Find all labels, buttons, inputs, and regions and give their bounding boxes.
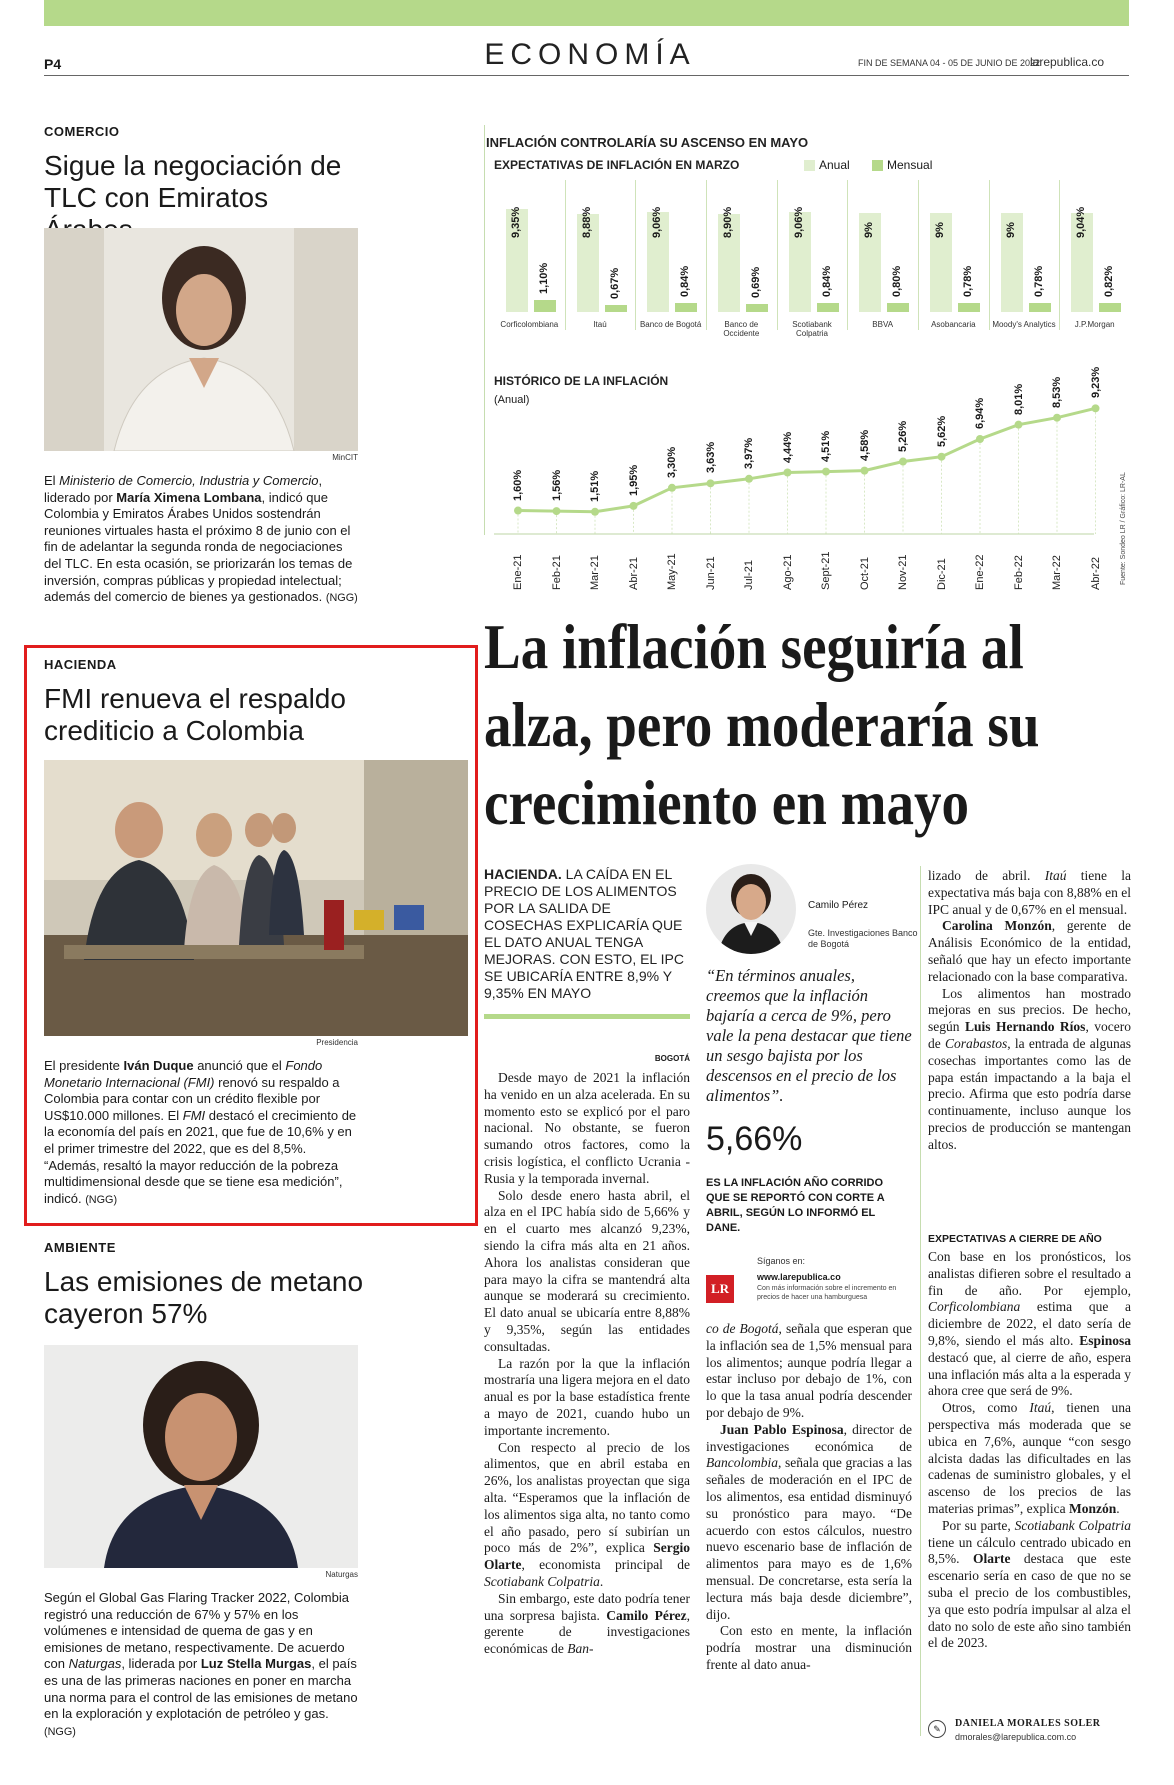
chart-source: Fuente: Sondeo LR / Gráfico: LR-AL [1120, 472, 1127, 585]
legend-swatch-anual [804, 160, 815, 171]
expectations-bar-chart [494, 180, 1130, 362]
bar-group-divider [847, 180, 848, 330]
bar-mensual [1099, 303, 1121, 312]
bar-label-mensual: 0,80% [891, 265, 904, 298]
pull-quote: “En términos anuales, creemos que la inflación bajaría a cerca de 9%, pero vale la pena destacar que tiene un sesgo bajista por los descensos en el precio de los alimentos”. [706, 966, 912, 1105]
section-subhead: EXPECTATIVAS A CIERRE DE AÑO [928, 1233, 1102, 1245]
inflation-point [822, 468, 830, 476]
value-label: 4,51% [820, 430, 832, 462]
legend-label-anual: Anual [819, 158, 850, 172]
big-number-caption: ES LA INFLACIÓN AÑO CORRIDO QUE SE REPORTÓ CON CORTE A ABRIL, SEGÚN LO INFORMÓ EL DANE. [706, 1177, 885, 1234]
value-label: 5,62% [935, 415, 948, 447]
inflation-point [938, 453, 946, 461]
bar-label-mensual: 0,84% [820, 265, 833, 297]
value-label: 4,44% [781, 431, 794, 463]
bar-group-divider [565, 180, 566, 330]
legend-swatch-mensual [872, 160, 883, 171]
line-chart-subtitle: (Anual) [494, 394, 530, 406]
bar-label-anual: 8,88% [580, 206, 593, 238]
author-byline: DANIELA MORALES SOLER [955, 1718, 1101, 1729]
x-tick-label: Ago-21 [781, 554, 794, 590]
page-number: P4 [44, 56, 62, 72]
big-number: 5,66% [706, 1120, 803, 1158]
story1-credit: MinCIT [332, 453, 358, 462]
legend-label-mensual: Mensual [887, 158, 933, 172]
column-rule [920, 866, 921, 1736]
inflation-point [630, 502, 638, 510]
section-title: ECONOMÍA [484, 38, 696, 71]
story1-body: El Ministerio de Comercio, Industria y Comercio, liderado por María Ximena Lombana, indicó que Colombia y Emiratos Árabes Unidos sostendrán reuniones virtuales hasta el próximo 8 de junio con el fin de adelantar la segunda ronda de negociaciones del TLC. En esta ocasión, se priorizarán los temas de inversión, compras públicas y propiedad intelectual; además del comercio de bienes ya gestionados. (NGG) [44, 473, 358, 605]
story2-photo [44, 760, 468, 1036]
line-chart-title: HISTÓRICO DE LA INFLACIÓN [494, 374, 669, 388]
inflation-point [668, 484, 676, 492]
x-tick-label: Feb-21 [550, 555, 563, 590]
inflation-point [707, 479, 715, 487]
story2-title[interactable]: FMI renueva el respaldo crediticio a Colombia [44, 683, 346, 746]
bank-logo-label: Banco de Occidente [723, 320, 760, 338]
chart-left-rule [484, 125, 485, 535]
value-label: 1,51% [589, 470, 601, 502]
main-col2: co de Bogotá, señala que esperan que la inflación sea de 1,5% mensual para los alimentos; aunque podría llegar a estar incluso por debajo de 1%, con lo que la tasa anual podría descender por debajo de 9%. Juan Pablo Espinosa, director de investigaciones económica de Bancolombia, señala que gracias a las señales de moderación en el IPC de los alimentos, esa entidad disminuyó su pronóstico para mayo. “De acuerdo con estos cálculos, nuestro nuevo escenario base de inflación de alimentos para mayo es de 1,6% mensual. De concretarse, esta sería la lectura más baja desde diciembre”, dijo. Con esto en mente, la inflación podría mostrar una disminución frente al dato anua- [706, 1321, 912, 1672]
bank-logo-label: J.P.Morgan [1074, 320, 1115, 329]
value-label: 6,94% [974, 397, 986, 429]
story1-photo [44, 228, 358, 451]
bank-logo-label: Scotiabank Colpatria [792, 320, 832, 338]
lr-logo[interactable]: LR [706, 1275, 734, 1303]
value-label: 9,23% [1089, 367, 1102, 399]
main-col1: Desde mayo de 2021 la inflación ha venido en un alza acelerada. En su momento esto se explicó por el paro nacional. No obstante, se fueron sumando otros factores, como la crisis logística, el conflicto Ucrania - Rusia y la temporada invernal. Solo desde enero hasta abril, el alza en el IPC había sido de 5,66% y en el cuarto mes alcanzó 9,23%, siendo la cifra más alta en 21 años. Ahora los analistas consideran que para mayo la cifra se mantendrá alta aunque se moderará su crecimiento. El dato anual se ubicaría entre 8,88% y 9,35%, según las entidades consultadas. La razón por la que la inflación mostraría una ligera mejora en el dato anual es por la base estadística frente a mayo de 2021, cuando hubo un importante incremento. Con respecto al precio de los alimentos, que en abril estaba en 26%, los analistas proyectan que siga alta. “Esperamos que la inflación de los alimentos siga alta, no tanto como el año pasado, pero sí subirían un poco más de 2%”, explica Sergio Olarte, economista principal de Scotiabank Colpatria. Sin embargo, este dato podría tener una sorpresa bajista. Camilo Pérez, gerente de investigaciones económicas de Ban- [484, 1070, 690, 1657]
value-label: 4,58% [858, 429, 871, 461]
bar-label-mensual: 0,82% [1103, 265, 1116, 297]
story3-title[interactable]: Las emisiones de metano cayeron 57% [44, 1266, 364, 1329]
story3-photo [44, 1345, 358, 1568]
main-headline[interactable]: La inflación seguiría al alza, pero moderaría su crecimiento en mayo [484, 611, 1040, 838]
bar-label-mensual: 0,84% [679, 265, 692, 297]
bar-group-divider [989, 180, 990, 330]
bar-label-mensual: 1,10% [538, 262, 550, 294]
bar-mensual [675, 303, 697, 312]
main-col3-bottom: Con base en los pronósticos, los analistas difieren sobre el resultado a fin de año. Por ejemplo, Corficolombiana estima que a diciembre de 2022, el dato sería de 9,8%, siendo el más alto. Espinosa destacó que, al cierre de año, espera una inflación más alta a la esperada y ahora cree que será de 9%. Otros, como Itaú, tienen una perspectiva más moderada que se ubica en 7,6%, aunque “con sesgo alcista dadas las dificultades en las cadenas de suministro globales, y el ascenso de los precios de las materias primas”, explica Monzón. Por su parte, Scotiabank Colpatria tiene un cálculo centrado ubicado en 8,5%. Olarte destaca que este escenario sería en caso de que no se suba el precio de los combustibles, ya que esto podría impulsar al alza el dato no solo de este año sino también el de 2023. [928, 1249, 1131, 1651]
bar-group-divider [1059, 180, 1060, 330]
bar-mensual [958, 303, 980, 312]
inflation-point [899, 458, 907, 466]
x-tick-label: Jun-21 [704, 556, 717, 590]
inflation-point [591, 508, 599, 516]
value-label: 1,95% [627, 464, 640, 496]
main-lede: HACIENDA. LA CAÍDA EN EL PRECIO DE LOS ALIMENTOS POR LA SALIDA DE COSECHAS EXPLICARÍA QUE EL DATO ANUAL TENGA MEJORAS. CON ESTO, EL IPC SE UBICARÍA ENTRE 8,9% Y 9,35% EN MAYO [484, 866, 684, 1001]
value-label: 8,53% [1051, 376, 1063, 408]
bank-logo-label: Itaú [593, 320, 607, 329]
value-label: 3,97% [743, 437, 755, 469]
inflation-point [745, 475, 753, 483]
bank-logo-label: BBVA [872, 320, 894, 329]
story2-kicker: HACIENDA [44, 657, 117, 672]
x-tick-label: Abr-22 [1089, 556, 1102, 590]
bank-logo-label: Moody's Analytics [992, 320, 1056, 329]
value-label: 8,01% [1012, 383, 1025, 415]
bar-mensual [605, 305, 627, 312]
bar-label-mensual: 0,78% [1032, 266, 1045, 298]
x-tick-label: Feb-22 [1012, 555, 1025, 590]
bar-label-anual: 9% [1004, 222, 1017, 238]
story3-kicker: AMBIENTE [44, 1240, 116, 1255]
bank-logo-label: Banco de Bogotá [639, 320, 702, 329]
main-col3-top: lizado de abril. Itaú tiene la expectativa más baja con 8,88% en el IPC anual y de 0,67% en el mensual. Carolina Monzón, gerente de Análisis Económico de la entidad, señaló que hay un efecto importante relacionado con la base comparativa. Los alimentos han mostrado mejoras en sus precios. De hecho, según Luis Hernando Ríos, vocero de Corabastos, la entrada de algunas cosechas importantes como las de papa están impactando a la baja el precio. Afirma que esto podría darse continuamente, incluso aunque los precios de producción se mantengan altos. [928, 868, 1132, 1152]
story3-credit: Naturgas [325, 1570, 358, 1579]
bar-label-anual: 9,06% [792, 206, 805, 238]
header-rule [44, 75, 1129, 76]
x-tick-label: Sept-21 [820, 551, 832, 590]
bar-label-mensual: 0,69% [750, 267, 762, 299]
inflation-point [553, 507, 561, 515]
follow-site[interactable]: www.larepublica.co [757, 1272, 841, 1282]
bar-label-anual: 9,04% [1075, 206, 1088, 238]
inflation-series-line [518, 408, 1096, 511]
bar-label-anual: 9,35% [510, 206, 522, 238]
x-tick-label: Ene-22 [974, 554, 986, 590]
story2-credit: Presidencia [316, 1038, 358, 1047]
bar-label-mensual: 0,78% [962, 266, 974, 298]
bank-logo-label: Asobancaria [931, 320, 976, 329]
bank-logo-label: Corficolombiana [500, 320, 559, 329]
bar-group-divider [706, 180, 707, 330]
author-icon: ✎ [928, 1720, 946, 1738]
bar-label-anual: 8,90% [722, 206, 734, 238]
value-label: 5,26% [897, 420, 909, 452]
story3-body: Según el Global Gas Flaring Tracker 2022, Colombia registró una reducción de 67% y 57% en los volúmenes e intensidad de quema de gas y en emisiones de metano, respectivamente. De acuerdo con Naturgas, liderada por Luz Stella Murgas, el país es una de las primeras naciones en poner en marcha una norma para el control de las emisiones de metano en la exploración y explotación de petróleo y gas. (NGG) [44, 1590, 358, 1738]
inflation-point [1092, 404, 1100, 412]
person-role: Gte. Investigaciones Banco de Bogotá [808, 928, 918, 949]
story2-body: El presidente Iván Duque anunció que el Fondo Monetario Internacional (FMI) renovó su respaldo a Colombia para contar con un crédito flexible por US$10.000 millones. El FMI destacó el crecimiento de la economía del país en 2021, que fue de 10,6% y en el primer trimestre del 2022, que es del 8,5%. “Además, resaltó la mayor reducción de la pobreza multidimensional desde que se tiene esa medición”, indicó. (NGG) [44, 1058, 357, 1206]
dateline-city: BOGOTÁ [654, 1054, 690, 1063]
bar-label-anual: 9% [934, 222, 946, 238]
inflation-point [784, 469, 792, 477]
bar-label-mensual: 0,67% [608, 267, 621, 299]
site-url[interactable]: larepublica.co [1030, 55, 1105, 69]
inflation-point [976, 435, 984, 443]
value-label: 1,60% [512, 469, 524, 501]
story1-kicker: COMERCIO [44, 124, 120, 139]
x-tick-label: Abr-21 [627, 556, 640, 590]
inflation-point [1015, 421, 1023, 429]
bar-group-divider [635, 180, 636, 330]
follow-text: Con más información sobre el incremento en precios de hacer una hamburguesa [757, 1285, 897, 1301]
edition-date: FIN DE SEMANA 04 - 05 DE JUNIO DE 2022 [858, 58, 1041, 68]
bar-mensual [887, 303, 909, 312]
story1-title[interactable]: Sigue la negociación de TLC con Emiratos [44, 150, 342, 213]
follow-label: Síganos en: [757, 1256, 806, 1266]
bar-group-divider [918, 180, 919, 330]
bar-chart-subtitle: EXPECTATIVAS DE INFLACIÓN EN MARZO [494, 158, 740, 172]
inflation-point [1053, 414, 1061, 422]
bar-label-anual: 9% [863, 222, 876, 238]
inflation-line-chart [494, 367, 1114, 595]
x-tick-label: Mar-22 [1051, 555, 1063, 590]
bar-mensual [817, 303, 839, 312]
chart-title: INFLACIÓN CONTROLARÍA SU ASCENSO EN MAYO [486, 135, 809, 150]
lede-rule [484, 1014, 690, 1019]
bar-mensual [1029, 303, 1051, 312]
author-avatar [706, 864, 796, 954]
value-label: 1,56% [550, 469, 563, 502]
x-tick-label: Jul-21 [743, 560, 755, 590]
value-label: 3,63% [704, 442, 717, 474]
bar-label-anual: 9,06% [651, 206, 664, 238]
x-tick-label: Oct-21 [858, 556, 871, 590]
top-color-bar [44, 0, 1129, 26]
x-tick-label: Ene-21 [512, 554, 524, 590]
bar-mensual [534, 300, 556, 312]
inflation-point [514, 507, 522, 515]
value-label: 3,30% [666, 446, 678, 478]
x-tick-label: Nov-21 [897, 554, 909, 590]
person-name: Camilo Pérez [808, 900, 869, 911]
author-email[interactable]: dmorales@larepublica.com.co [955, 1732, 1077, 1742]
inflation-point [861, 467, 869, 475]
x-tick-label: May-21 [666, 553, 678, 590]
bar-mensual [746, 304, 768, 312]
x-tick-label: Mar-21 [589, 555, 601, 590]
bar-group-divider [777, 180, 778, 330]
x-tick-label: Dic-21 [935, 558, 948, 590]
